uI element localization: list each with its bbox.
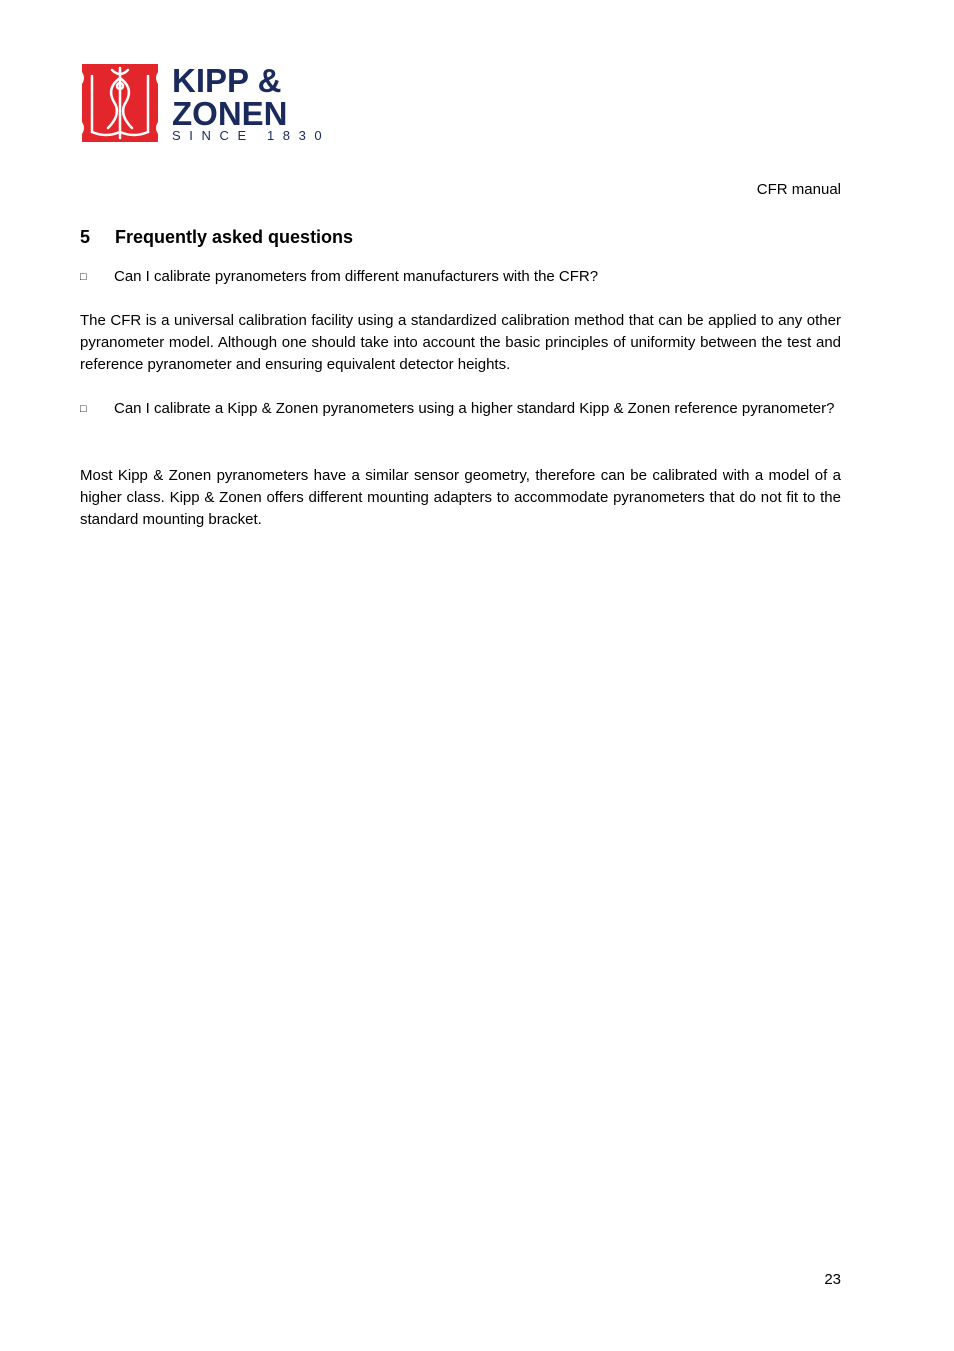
svg-text:ZONEN: ZONEN (172, 95, 288, 132)
kipp-zonen-logo (80, 62, 342, 144)
checkbox-bullet-icon: □ (80, 403, 87, 415)
document-title: CFR manual (756, 181, 841, 198)
faq-answer: The CFR is a universal calibration facility using a standardized calibration method that can be applied to any other pyranometer model. Although one should take into account the basic principles of uniformity between the test and reference pyranometer and ensuring equivalent detector heights. (80, 312, 841, 373)
checkbox-bullet-icon: □ (80, 271, 87, 283)
svg-text:SINCE 1830: SINCE 1830 (172, 128, 331, 143)
faq-question (80, 266, 841, 289)
svg-text:KIPP &: KIPP & (172, 62, 282, 99)
faq-answer: Most Kipp & Zonen pyranometers have a similar sensor geometry, therefore can be calibrated with a model of a higher class. Kipp & Zonen offers different mounting adapters to accommodate pyranometers that do not fit to the standard mounting bracket. (80, 467, 841, 528)
section-number: 5 (80, 227, 91, 247)
faq-question-text: Can I calibrate pyranometers from different manufacturers with the CFR? (114, 268, 599, 285)
section-title: Frequently asked questions (115, 227, 354, 247)
faq-question (80, 398, 841, 421)
section-heading (80, 226, 353, 248)
page-number: 23 (824, 1271, 841, 1288)
faq-question-text: Can I calibrate a Kipp & Zonen pyranometers using a higher standard Kipp & Zonen reference pyranometer? (114, 400, 835, 417)
